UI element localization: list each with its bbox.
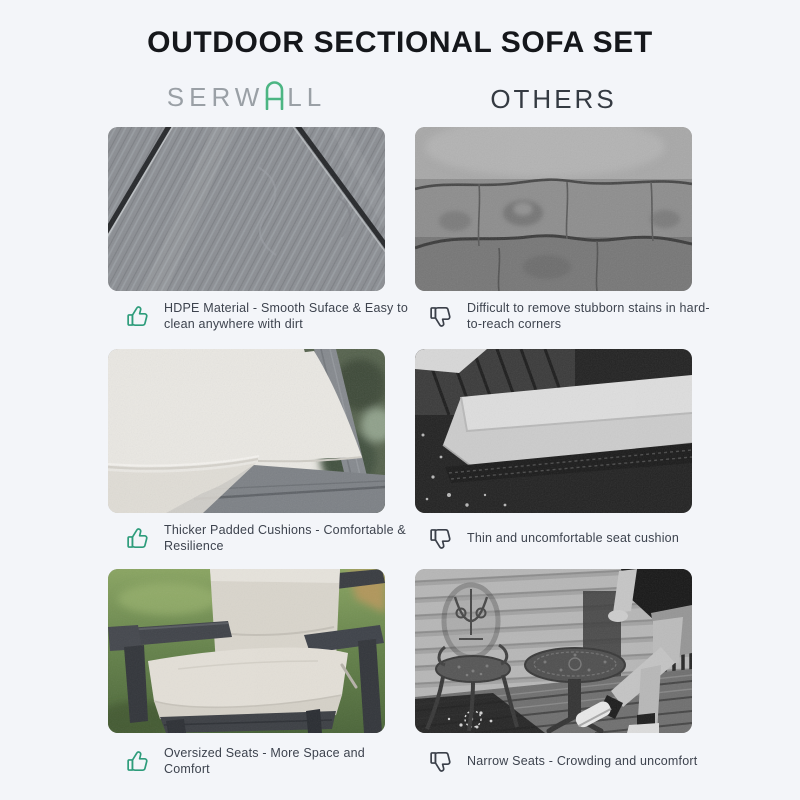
thumbs-up-icon — [126, 303, 153, 330]
thumbs-down-icon — [429, 303, 456, 330]
thumbs-up-icon — [126, 525, 153, 552]
photo-others-stained-cushion — [415, 127, 692, 291]
thick-cushion-illustration — [108, 349, 385, 513]
thin-cushion-illustration — [415, 349, 692, 513]
caption-text: Thicker Padded Cushions - Comfortable & Resilience — [164, 522, 406, 553]
brand-logo-suffix: LL — [287, 82, 327, 112]
thumbs-down-icon — [429, 748, 456, 775]
brand-logo-prefix: SERW — [166, 82, 265, 112]
caption-text: Difficult to remove stubborn stains in hard-to-reach corners — [467, 300, 710, 331]
stained-cushion-illustration — [415, 127, 692, 291]
caption-row3-left — [126, 737, 422, 785]
thumbs-up-icon — [126, 748, 153, 775]
caption-row1-right — [429, 292, 725, 340]
caption-text: HDPE Material - Smooth Suface & Easy to clean anywhere with dirt — [164, 300, 409, 331]
photo-others-thin-cushion — [415, 349, 692, 513]
caption-row2-right — [429, 514, 725, 562]
photo-others-narrow-seat — [415, 569, 692, 733]
photo-serwall-hdpe-material — [108, 127, 385, 291]
caption-row1-left — [126, 292, 422, 340]
caption-text: Thin and uncomfortable seat cushion — [467, 530, 679, 545]
bistro-porch-illustration — [415, 569, 692, 733]
thumbs-down-icon — [429, 525, 456, 552]
photo-serwall-thick-cushion — [108, 349, 385, 513]
caption-text: Oversized Seats - More Space and Comfort — [164, 745, 365, 776]
page-title: OUTDOOR SECTIONAL SOFA SET — [147, 26, 653, 59]
caption-row3-right — [429, 737, 725, 785]
photo-serwall-oversized-seat — [108, 569, 385, 733]
caption-text: Narrow Seats - Crowding and uncomfort — [467, 753, 698, 768]
decking-illustration — [108, 127, 385, 291]
brand-arch-a-icon — [264, 80, 285, 110]
caption-row2-left — [126, 514, 422, 562]
competitor-label: OTHERS — [490, 84, 617, 114]
oversized-chair-illustration — [108, 569, 385, 733]
brand-logo — [108, 74, 385, 110]
